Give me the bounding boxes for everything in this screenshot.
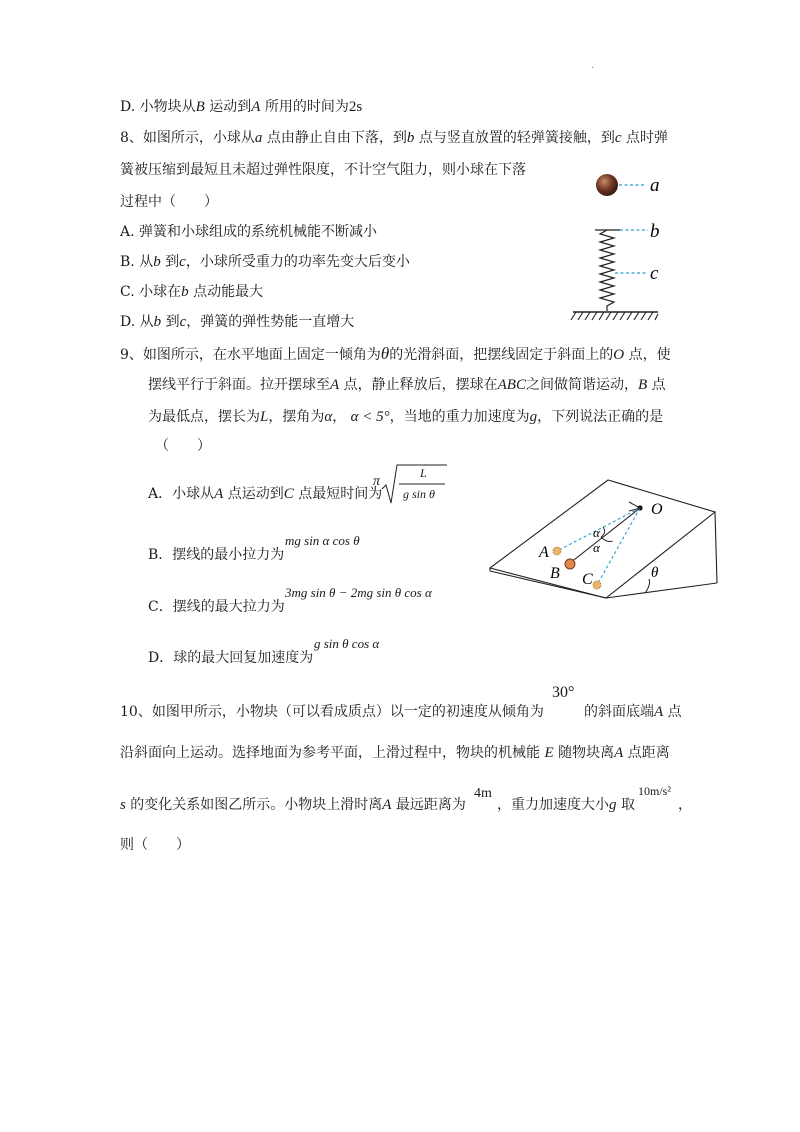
text: 运动到 xyxy=(209,99,252,115)
text: 点距离 xyxy=(627,745,670,761)
var: O xyxy=(613,347,625,363)
text: 点，静止释放后，摆球在 xyxy=(343,377,498,393)
option-label: C. xyxy=(120,284,135,300)
var: b xyxy=(181,284,189,300)
angle-30: 30° xyxy=(552,684,575,701)
text: 从 xyxy=(139,254,154,270)
var: B xyxy=(637,377,648,393)
q10-stem-line-2 xyxy=(120,743,670,763)
text: 点与竖直放置的轻弹簧接触，到 xyxy=(418,130,615,146)
q9-stem-line-2 xyxy=(148,375,666,395)
label-c: c xyxy=(650,263,659,284)
text: 之间做简谐运动， xyxy=(525,377,638,393)
q8-stem-line-1 xyxy=(120,128,668,148)
fraction-numerator: L xyxy=(420,466,427,480)
formula-d: g sin θ cos α xyxy=(314,636,380,651)
text: 到 xyxy=(165,314,180,330)
ball-c xyxy=(593,581,601,589)
q9-option-a xyxy=(148,484,382,504)
q8-option-d xyxy=(120,312,354,332)
var: A xyxy=(251,99,261,115)
var: g xyxy=(609,797,617,813)
text: 到 xyxy=(165,254,180,270)
spring xyxy=(600,230,614,311)
q8-stem-line-3: 过程中（ ） xyxy=(120,194,218,210)
var: L xyxy=(260,409,269,425)
q9-option-d xyxy=(148,648,313,668)
q9-answer-paren: （ ） xyxy=(155,438,211,454)
ball xyxy=(596,174,618,196)
label-a: a xyxy=(650,175,660,196)
q9-option-b xyxy=(148,545,284,565)
question-number: 9、 xyxy=(120,347,143,363)
q8-stem-line-2: 簧被压缩到最短且未超过弹性限度，不计空气阻力，则小球在下落 xyxy=(120,162,526,178)
text: 小物块从 xyxy=(139,99,196,115)
q7-option-d xyxy=(120,97,362,117)
option-label: A. xyxy=(120,224,135,240)
var: c xyxy=(614,130,622,146)
text: 点由静止自由下落，到 xyxy=(266,130,407,146)
theta-arc xyxy=(645,579,650,593)
ball-b xyxy=(565,559,575,569)
q9-incline-figure xyxy=(485,475,725,607)
text: ，弹簧的弹性势能一直增大 xyxy=(186,314,355,330)
question-number: 10、 xyxy=(120,704,152,720)
text: 的变化关系如图乙所示。小物块上滑时离 xyxy=(130,797,383,813)
option-label: B. xyxy=(120,254,135,270)
text: 小球从 xyxy=(172,486,215,502)
var: B xyxy=(195,99,205,115)
var: A xyxy=(382,797,392,813)
label-alpha-1: α xyxy=(593,525,600,540)
ground-hatch xyxy=(571,312,658,320)
option-label: D． xyxy=(148,650,174,666)
option-text: 弹簧和小球组成的系统机械能不断减小 xyxy=(139,224,378,240)
var: g xyxy=(529,409,538,425)
var: C xyxy=(283,486,294,502)
condition: α < 5° xyxy=(350,409,390,425)
string-to-b xyxy=(570,508,640,563)
text: 从 xyxy=(139,314,154,330)
option-text: 球的最大回复加速度为 xyxy=(173,650,314,666)
incline-back-edge xyxy=(715,512,717,583)
var: b xyxy=(153,254,161,270)
q9-option-c xyxy=(148,597,285,617)
option-label: C． xyxy=(148,599,173,615)
text: 点最短时间为 xyxy=(298,486,383,502)
label-a: A xyxy=(539,544,549,561)
q10-stem-line-4: 则（ ） xyxy=(120,837,190,853)
var: A xyxy=(614,745,624,761)
var: c xyxy=(179,254,186,270)
q10-stem-line-3b xyxy=(497,795,635,815)
text: ，摆角为 xyxy=(268,409,325,425)
text: 取 xyxy=(620,797,635,813)
text: 的光滑斜面，把摆线固定于斜面上的 xyxy=(389,347,614,363)
q8-option-a xyxy=(120,222,377,242)
q10-stem-line-1 xyxy=(120,702,544,722)
var: b xyxy=(406,130,415,146)
text: ， xyxy=(332,409,347,425)
text: 如图所示，在水平地面上固定一倾角为 xyxy=(142,347,381,363)
var: ABC xyxy=(497,377,526,393)
pi-symbol: π xyxy=(373,474,381,489)
label-b: B xyxy=(550,565,560,582)
var: c xyxy=(179,314,187,330)
text: ，重力加速度大小 xyxy=(497,797,609,813)
q8-spring-figure xyxy=(570,165,680,325)
text: 点动能最大 xyxy=(193,284,264,300)
text: 点运动到 xyxy=(227,486,284,502)
question-number: 8、 xyxy=(120,130,143,146)
q10-comma: ， xyxy=(678,797,692,813)
text: 的斜面底端 xyxy=(584,704,654,720)
value: 2s xyxy=(348,99,363,115)
label-b: b xyxy=(650,221,660,242)
text: 沿斜面向上运动。选择地面为参考平面，上滑过程中，物块的机械能 xyxy=(120,745,540,761)
text: 随物块离 xyxy=(558,745,615,761)
q8-option-c xyxy=(120,282,263,302)
var: s xyxy=(120,797,126,813)
text: 小球在 xyxy=(139,284,182,300)
var: A xyxy=(330,377,340,393)
var: b xyxy=(153,314,162,330)
text: ，小球所受重力的功率先变大后变小 xyxy=(185,254,410,270)
page-mark: . xyxy=(591,60,595,71)
text: ，当地的重力加速度为 xyxy=(389,409,530,425)
var: α xyxy=(324,409,333,425)
incline-top-face xyxy=(490,480,715,598)
text: 为最低点，摆长为 xyxy=(148,409,260,425)
option-label: A． xyxy=(148,486,173,502)
q9-stem-line-3 xyxy=(148,407,663,427)
label-o: O xyxy=(651,501,663,518)
q10-stem-line-3 xyxy=(120,795,466,815)
option-text: 摆线的最大拉力为 xyxy=(172,599,285,615)
text: 点时弹 xyxy=(625,130,668,146)
var: A xyxy=(654,704,664,720)
var: E xyxy=(544,745,554,761)
var: θ xyxy=(380,344,390,363)
text: 摆线平行于斜面。拉开摆球至 xyxy=(148,377,330,393)
gravity-value: 10m/s² xyxy=(638,784,671,798)
option-label: D. xyxy=(120,314,136,330)
text: 点，使 xyxy=(628,347,671,363)
option-text: 摆线的最小拉力为 xyxy=(172,547,285,563)
q8-option-b xyxy=(120,252,410,272)
var: a xyxy=(254,130,263,146)
text: 如图所示，小球从 xyxy=(142,130,255,146)
formula-c: 3mg sin θ − 2mg sin θ cos α xyxy=(285,585,432,600)
text: 点 xyxy=(651,377,666,393)
label-alpha-2: α xyxy=(593,540,600,555)
q10-stem-line-1b xyxy=(584,702,682,722)
text: 所用的时间为 xyxy=(264,99,349,115)
fraction-denominator: g sin θ xyxy=(403,487,435,501)
var: A xyxy=(214,486,224,502)
text: 最远距离为 xyxy=(395,797,466,813)
label-theta: θ xyxy=(651,565,659,581)
q9-stem-line-1 xyxy=(120,344,671,365)
text: 点 xyxy=(667,704,682,720)
formula-b: mg sin α cos θ xyxy=(285,533,360,548)
distance-value: 4m xyxy=(474,786,492,801)
option-label: D. xyxy=(120,99,136,115)
text: 如图甲所示，小物块（可以看成质点）以一定的初速度从倾角为 xyxy=(151,704,544,720)
ball-a xyxy=(553,547,561,555)
label-c: C xyxy=(582,571,593,588)
text: ，下列说法正确的是 xyxy=(537,409,664,425)
option-label: B． xyxy=(148,547,173,563)
